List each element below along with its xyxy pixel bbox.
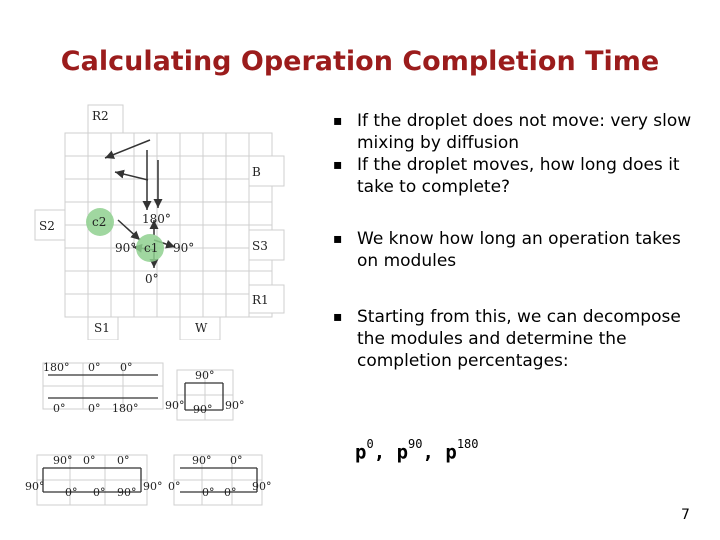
mini1-bottom-3: 180° (112, 402, 139, 415)
bullet-list (333, 110, 703, 372)
completion-formula: $p^0$, $p^{90}$, $p^{180}$ (355, 437, 479, 464)
mini3-bottom-2: 0° (65, 486, 78, 499)
label-c1: c1 (144, 241, 159, 255)
label-b: B (252, 165, 261, 179)
slide-title: Calculating Operation Completion Time (60, 46, 660, 77)
module-grid-diagram (30, 100, 290, 340)
mini2-mid: 90° (193, 403, 213, 416)
mini3-top-2: 0° (83, 454, 96, 467)
mini4-bottom-3: 0° (224, 486, 237, 499)
mini1-top-2: 0° (88, 361, 101, 374)
mini3-top-1: 90° (53, 454, 73, 467)
mini2-top: 90° (195, 369, 215, 382)
mini1-bottom-2: 0° (88, 402, 101, 415)
angle-90-left: 90° (115, 241, 137, 255)
mini3-bottom-1: 90° (25, 480, 45, 493)
mini1-top-1: 180° (43, 361, 70, 374)
mini3-bottom-5: 90° (143, 480, 163, 493)
label-r1: R1 (252, 293, 269, 307)
mini1-bottom-1: 0° (53, 402, 66, 415)
mini4-bottom-4: 90° (252, 480, 272, 493)
mini3-top-3: 0° (117, 454, 130, 467)
bullet-1: ▪ If the droplet does not move: very slow mixing by diffusion (333, 110, 703, 154)
label-w: W (195, 321, 208, 335)
mini1-top-3: 0° (120, 361, 133, 374)
bullet-4: ▪ Starting from this, we can decompose the modules and determine the completion percentages: (333, 306, 703, 372)
mini4-top-2: 0° (230, 454, 243, 467)
mini4-bottom-2: 0° (202, 486, 215, 499)
bullet-3: ▪ We know how long an operation takes on modules (333, 228, 703, 272)
label-s1: S1 (94, 321, 110, 335)
mini2-left: 90° (165, 399, 185, 412)
mini-module-4 (162, 450, 277, 510)
mini3-bottom-4: 90° (117, 486, 137, 499)
mini-module-1 (38, 358, 173, 418)
mini4-top-1: 90° (192, 454, 212, 467)
mini-module-3 (25, 450, 165, 510)
mini2-right: 90° (225, 399, 245, 412)
page-number: 7 (681, 507, 690, 523)
angle-180: 180° (142, 212, 171, 226)
bullet-2: ▪ If the droplet moves, how long does it take to complete? (333, 154, 703, 198)
mini-module-2 (165, 365, 245, 425)
angle-0: 0° (145, 272, 159, 286)
label-r2: R2 (92, 109, 109, 123)
mini4-bottom-1: 0° (168, 480, 181, 493)
mini3-bottom-3: 0° (93, 486, 106, 499)
label-s3: S3 (252, 239, 268, 253)
angle-90-right: 90° (173, 241, 195, 255)
label-s2: S2 (39, 219, 55, 233)
label-c2: c2 (92, 215, 107, 229)
